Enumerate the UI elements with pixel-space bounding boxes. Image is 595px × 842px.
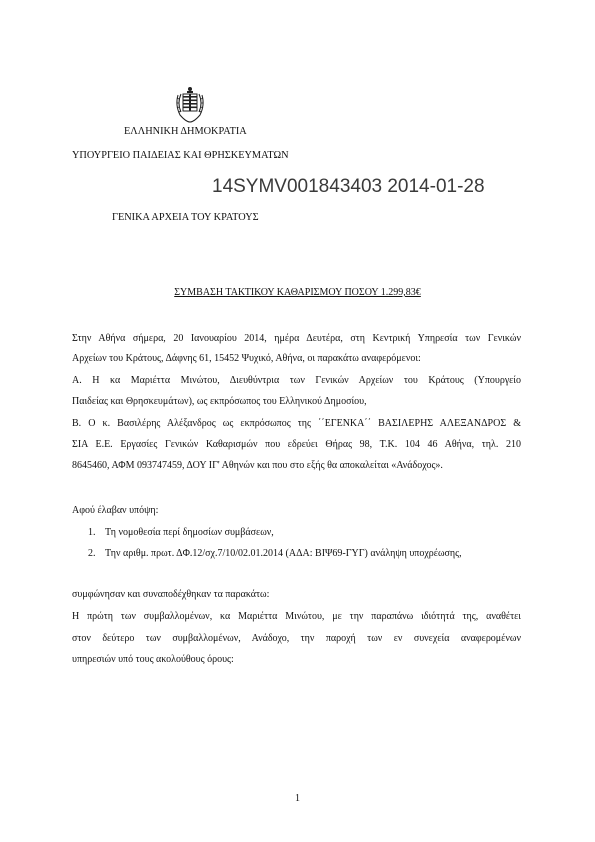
page-number: 1 bbox=[295, 793, 300, 804]
party-b-line-3: 8645460, ΑΦΜ 093747459, ΔΟΥ ΙΓ' Αθηνών και που στο εξής θα αποκαλείται «Ανάδοχος». bbox=[72, 460, 443, 471]
intro-line-2: Αρχείων του Κράτους, Δάφνης 61, 15452 Ψυχικό, Αθήνα, οι παρακάτω αναφερόμενοι: bbox=[72, 353, 421, 364]
ministry-name: ΥΠΟΥΡΓΕΙΟ ΠΑΙΔΕΙΑΣ ΚΑΙ ΘΡΗΣΚΕΥΜΑΤΩΝ bbox=[72, 150, 289, 161]
party-a-line-2: Παιδείας και Θρησκευμάτων), ως εκπρόσωπος του Ελληνικού Δημοσίου, bbox=[72, 396, 367, 407]
office-name: ΓΕΝΙΚΑ ΑΡΧΕΙΑ ΤΟΥ ΚΡΑΤΟΥΣ bbox=[112, 212, 259, 223]
party-b-line-2: ΣΙΑ Ε.Ε. Εργασίες Γενικών Καθαρισμών που εδρεύει Θήρας 98, Τ.Κ. 104 46 Αθήνα, τηλ. 210 bbox=[72, 439, 521, 450]
final-line-1: Η πρώτη των συμβαλλομένων, κα Μαριέττα Μινώτου, με την παραπάνω ιδιότητά της, αναθέτει bbox=[72, 611, 521, 622]
country-name: ΕΛΛΗΝΙΚΗ ΔΗΜΟΚΡΑΤΙΑ bbox=[124, 126, 247, 137]
considering-heading: Αφού έλαβαν υπόψη: bbox=[72, 505, 159, 516]
agreed-line: συμφώνησαν και συναποδέχθηκαν τα παρακάτω: bbox=[72, 589, 270, 600]
final-line-2: στον δεύτερο των συμβαλλομένων, Ανάδοχο, την παροχή των εν συνεχεία αναφερομένων bbox=[72, 633, 521, 644]
final-line-3: υπηρεσιών υπό τους ακολούθους όρους: bbox=[72, 654, 234, 665]
list-item-text: Την αριθμ. πρωτ. ΔΦ.12/σχ.7/10/02.01.2014 (ΑΔΑ: ΒΙΨ69-ΓΥΓ) ανάληψη υποχρέωσης, bbox=[105, 548, 462, 559]
list-item-number: 1. bbox=[88, 527, 96, 538]
party-b-line-1: Β. Ο κ. Βασιλέρης Αλέξανδρος ως εκπρόσωπος της ΄΄ΕΓΕΝΚΑ΄΄ ΒΑΣΙΛΕΡΗΣ ΑΛΕΞΑΝΔΡΟΣ & bbox=[72, 418, 521, 429]
list-item-text: Τη νομοθεσία περί δημοσίων συμβάσεων, bbox=[105, 527, 274, 538]
intro-line-1: Στην Αθήνα σήμερα, 20 Ιανουαρίου 2014, ημέρα Δευτέρα, στη Κεντρική Υπηρεσία των Γενικών bbox=[72, 333, 521, 344]
document-number: 14SYMV001843403 2014-01-28 bbox=[212, 176, 485, 197]
list-item-number: 2. bbox=[88, 548, 96, 559]
greek-coat-of-arms-icon bbox=[172, 85, 208, 125]
document-title: ΣΥΜΒΑΣΗ ΤΑΚΤΙΚΟΥ ΚΑΘΑΡΙΣΜΟΥ ΠΟΣΟΥ 1.299,83€ bbox=[174, 287, 421, 298]
party-a-line-1: Α. Η κα Μαριέττα Μινώτου, Διευθύντρια των Γενικών Αρχείων του Κράτους (Υπουργείο bbox=[72, 375, 521, 386]
